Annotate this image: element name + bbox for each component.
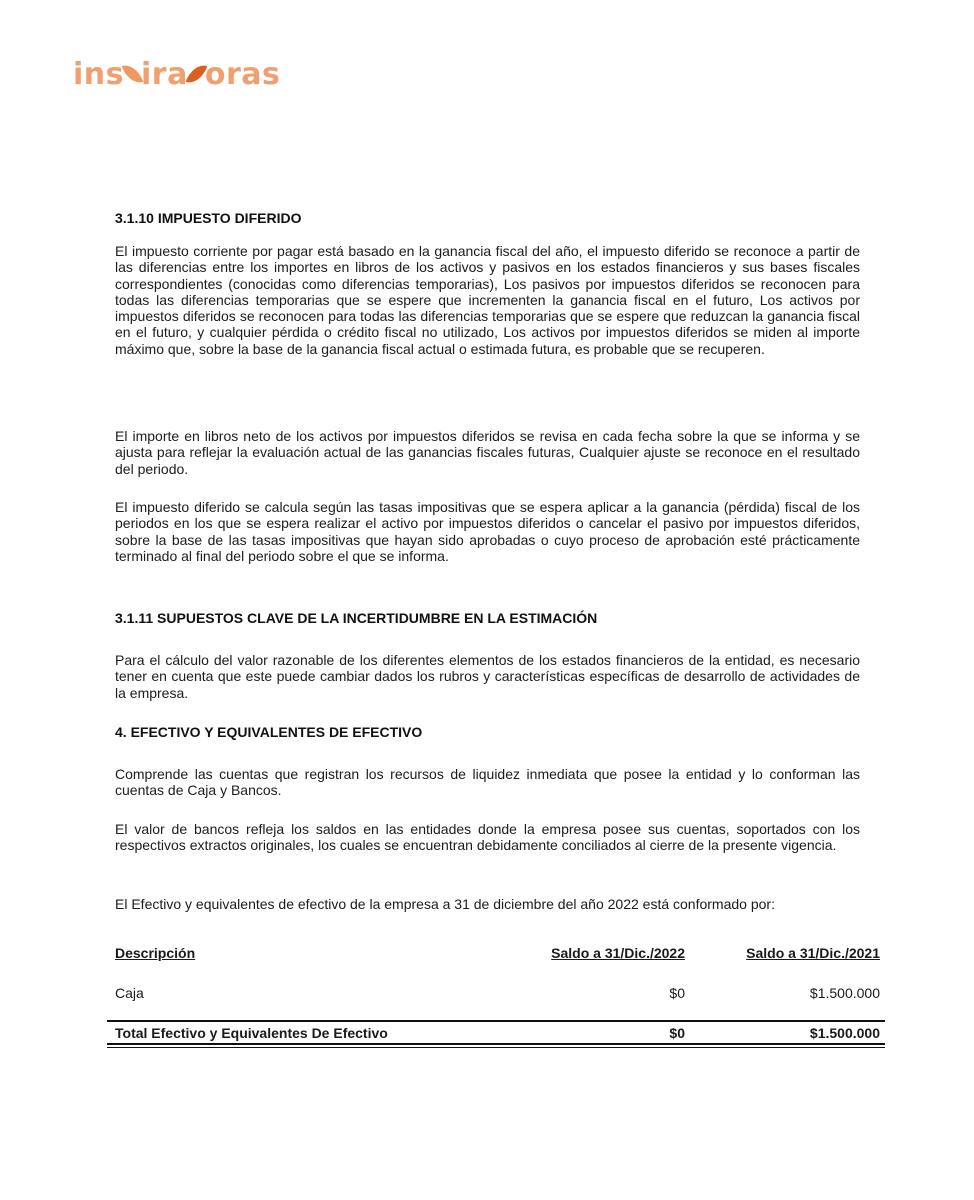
section-title-efectivo: 4. EFECTIVO Y EQUIVALENTES DE EFECTIVO	[115, 724, 423, 740]
total-label: Total Efectivo y Equivalentes De Efectivo	[115, 1025, 388, 1041]
paragraph: El Efectivo y equivalentes de efectivo de la empresa a 31 de diciembre del año 2022 está conformado por:	[115, 896, 775, 912]
paragraph: Para el cálculo del valor razonable de los diferentes elementos de los estados financieros de la entidad, es necesario tener en cuenta que este puede cambiar dados los rubros y características específicas de desarrollo de actividades de la empresa.	[115, 652, 860, 701]
logo	[73, 54, 280, 94]
paragraph: El importe en libros neto de los activos por impuestos diferidos se revisa en cada fecha sobre la que se informa y se ajusta para reflejar la evaluación actual de las ganancias fiscales futuras, Cualquier ajuste se reconoce en el resultado del periodo.	[115, 428, 860, 477]
section-title-supuestos-clave: 3.1.11 SUPUESTOS CLAVE DE LA INCERTIDUMBRE EN LA ESTIMACIÓN	[115, 610, 598, 626]
logo-text-part: ira	[141, 56, 188, 92]
header-saldo-2022: Saldo a 31/Dic./2022	[551, 945, 685, 961]
table-header-row	[115, 945, 880, 965]
total-value-2021: $1.500.000	[809, 1025, 880, 1041]
table-total-row	[115, 1025, 880, 1045]
logo-text-part: ins	[73, 56, 124, 92]
divider	[107, 1020, 885, 1022]
logo-text-part: oras	[204, 56, 281, 92]
divider	[107, 1043, 885, 1045]
divider	[107, 1047, 885, 1048]
row-value-2022: $0	[669, 985, 685, 1001]
paragraph: El valor de bancos refleja los saldos en las entidades donde la empresa posee sus cuentas, soportados con los respectivos extractos originales, los cuales se encuentran debidamente conciliados al cierre de la presente vigencia.	[115, 821, 860, 854]
paragraph: Comprende las cuentas que registran los recursos de liquidez inmediata que posee la entidad y lo conforman las cuentas de Caja y Bancos.	[115, 766, 860, 799]
header-saldo-2021: Saldo a 31/Dic./2021	[746, 945, 880, 961]
paragraph: El impuesto diferido se calcula según las tasas impositivas que se espera aplicar a la ganancia (pérdida) fiscal de los periodos en los que se espera realizar el activo por impuestos diferidos o cancelar el pasivo por impuestos diferidos, sobre la base de las tasas impositivas que hayan sido aprobadas o cuyo proceso de aprobación esté prácticamente terminado al final del periodo sobre el que se informa.	[115, 499, 860, 564]
row-label: Caja	[115, 985, 144, 1001]
cash-table	[115, 945, 880, 1041]
table-row	[115, 985, 880, 1005]
header-descripcion: Descripción	[115, 945, 196, 961]
section-title-impuesto-diferido: 3.1.10 IMPUESTO DIFERIDO	[115, 210, 302, 226]
row-value-2021: $1.500.000	[809, 985, 880, 1001]
total-value-2022: $0	[669, 1025, 685, 1041]
paragraph: El impuesto corriente por pagar está basado en la ganancia fiscal del año, el impuesto diferido se reconoce a partir de las diferencias entre los importes en libros de los activos y pasivos en los estados financieros y sus bases fiscales correspondientes (conocidas como diferencias temporarias), Los pasivos por impuestos diferidos se reconocen para todas las diferencias temporarias que se espere que incrementen la ganancia fiscal en el futuro, Los activos por impuestos diferidos se reconocen para todas las diferencias temporarias que se espere que reduzcan la ganancia fiscal en el futuro, y cualquier pérdida o crédito fiscal no utilizado, Los activos por impuestos diferidos se miden al importe máximo que, sobre la base de la ganancia fiscal actual o estimada futura, es probable que se recuperen.	[115, 243, 860, 357]
